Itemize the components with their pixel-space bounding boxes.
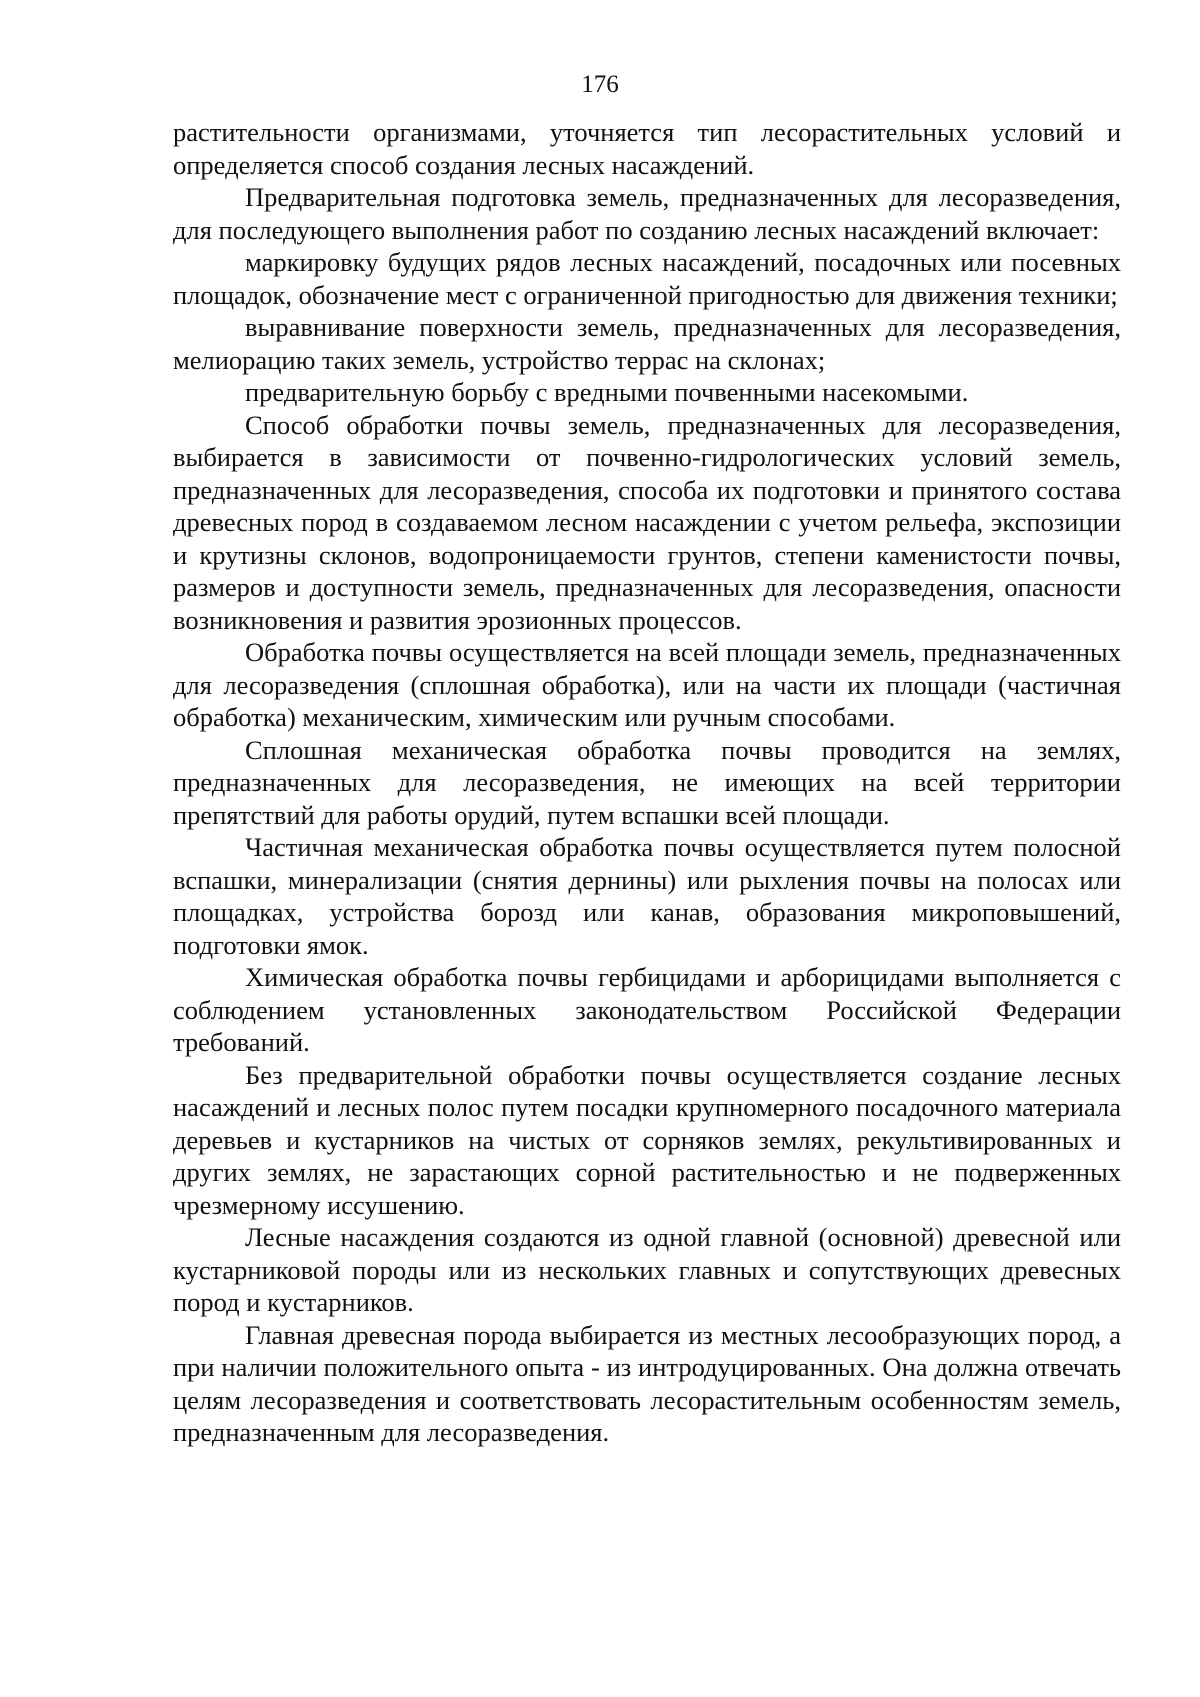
paragraph: Химическая обработка почвы гербицидами и арборицидами выполняется с соблюдением установленных законодательством Российской Федерации требований.: [173, 962, 1121, 1057]
paragraph: Частичная механическая обработка почвы осуществляется путем полосной вспашки, минерализации (снятия дернины) или рыхления почвы на полосах или площадках, устройства борозд или канав, образования микроповышений, подготовки ямок.: [173, 832, 1121, 960]
list-item-paragraph: выравнивание поверхности земель, предназначенных для лесоразведения, мелиорацию таких земель, устройство террас на склонах;: [173, 312, 1121, 375]
list-item-paragraph: маркировку будущих рядов лесных насаждений, посадочных или посевных площадок, обозначение мест с ограниченной пригодностью для движения техники;: [173, 247, 1121, 310]
paragraph: Сплошная механическая обработка почвы проводится на землях, предназначенных для лесоразведения, не имеющих на всей территории препятствий для работы орудий, путем вспашки всей площади.: [173, 734, 1121, 830]
paragraph: Способ обработки почвы земель, предназначенных для лесоразведения, выбирается в зависимости от почвенно-гидрологических условий земель, предназначенных для лесоразведения, способа их подготовки и принятого состава древесных пород в создаваемом лесном насаждении с учетом рельефа, экспозиции и крутизны склонов, водопроницаемости грунтов, степени каменистости почвы, размеров и доступности земель, предназначенных для лесоразведения, опасности возникновения и развития эрозионных процессов.: [173, 409, 1121, 635]
paragraph: Главная древесная порода выбирается из местных лесообразующих пород, а при наличии положительного опыта - из интродуцированных. Она должна отвечать целям лесоразведения и соответствовать лесорастительным особенностям земель, предназначенным для лесоразведения.: [173, 1319, 1121, 1447]
paragraph: Лесные насаждения создаются из одной главной (основной) древесной или кустарниковой породы или из нескольких главных и сопутствующих древесных пород и кустарников.: [173, 1222, 1121, 1317]
paragraph-continuation: растительности организмами, уточняется тип лесорастительных условий и определяется способ создания лесных насаждений.: [173, 117, 1121, 180]
paragraph: Без предварительной обработки почвы осуществляется создание лесных насаждений и лесных полос путем посадки крупномерного посадочного материала деревьев и кустарников на чистых от сорняков землях, рекультивированных и других землях, не зарастающих сорной растительностью и не подверженных чрезмерному иссушению.: [173, 1059, 1121, 1220]
paragraph: Обработка почвы осуществляется на всей площади земель, предназначенных для лесоразведения (сплошная обработка), или на части их площади (частичная обработка) механическим, химическим или ручным способами.: [173, 637, 1121, 732]
list-item-paragraph: предварительную борьбу с вредными почвенными насекомыми.: [245, 377, 969, 407]
document-body: [173, 116, 1121, 1449]
page-number: 176: [581, 71, 619, 98]
paragraph: Предварительная подготовка земель, предназначенных для лесоразведения, для последующего выполнения работ по созданию лесных насаждений включает:: [173, 182, 1121, 245]
